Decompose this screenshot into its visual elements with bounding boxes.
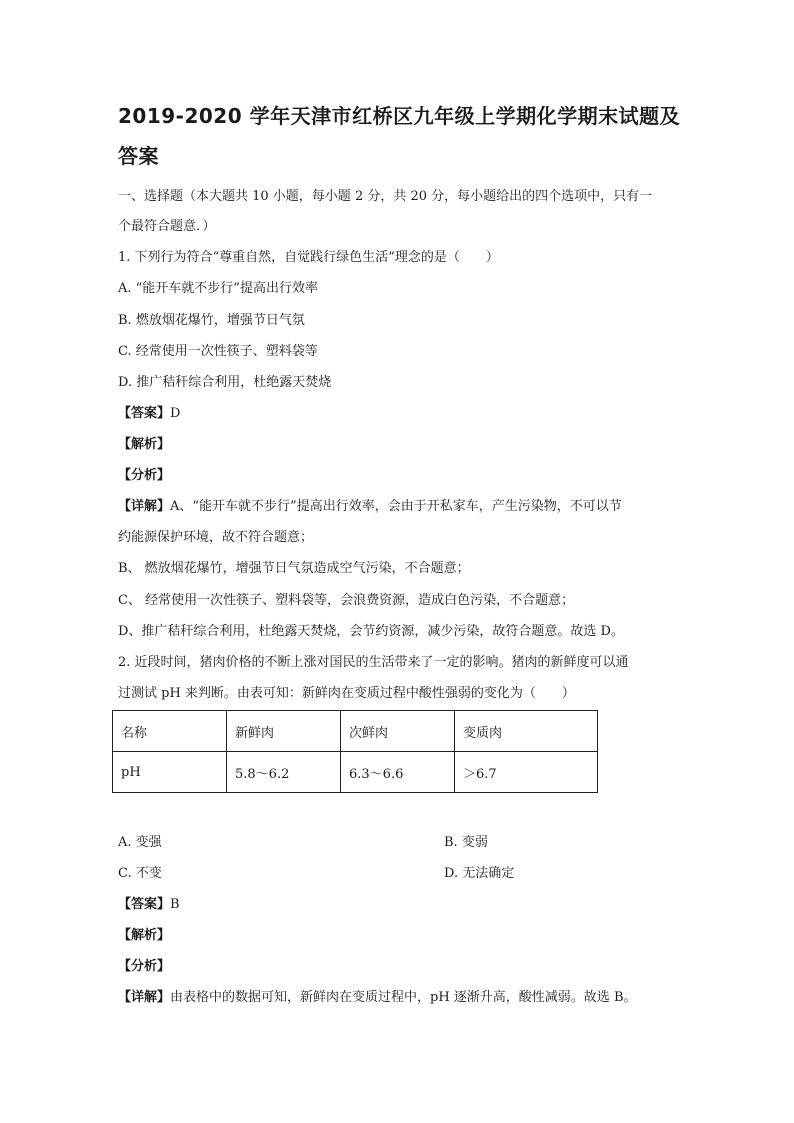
document-title [118,96,688,176]
q1-option-a: A. “能开车就不步行”提高出行效率 [118,281,318,296]
table-cell: 名称 [113,711,227,752]
q2-detail-text: 由表格中的数据可知，新鲜肉在变质过程中，pH 逐渐升高，酸性减弱。故选 B。 [170,990,637,1005]
q1-answer-tag: 【答案】 [118,406,171,421]
q1-stem: 1. 下列行为符合“尊重自然，自觉践行绿色生活”理念的是（ ） [118,250,499,265]
q2-stem-line-1: 2. 近段时间，猪肉价格的不断上涨对国民的生活带来了一定的影响。猪肉的新鲜度可以通 [118,655,629,670]
q1-analysis-tag: 【解析】 [118,437,171,452]
q2-answer-tag: 【答案】 [118,897,171,912]
q1-detail-tag: 【详解】 [118,499,171,514]
q1-detail-line-1 [118,497,622,517]
table-cell: 6.3～6.6 [341,752,455,793]
section-heading-line-1: 一、选择题（本大题共 10 小题，每小题 2 分，共 20 分，每小题给出的四个选项中，只有一 [118,189,653,204]
q1-detail-line-3: B、 燃放烟花爆竹，增强节日气氛造成空气污染，不合题意； [118,561,470,576]
table-cell: 次鲜肉 [341,711,455,752]
section-heading-line-2: 个最符合题意．） [118,219,216,234]
q2-fenxi-tag: 【分析】 [118,959,171,974]
q2-option-c: C. 不变 [118,866,162,881]
q1-detail-text-1: A、“能开车就不步行”提高出行效率，会由于开私家车，产生污染物，不可以节 [170,499,622,514]
q2-answer [118,895,180,915]
q1-detail-line-2: 约能源保护环境，故不符合题意； [118,530,314,545]
q1-answer-value: D [170,406,181,421]
q2-option-a: A. 变强 [118,835,162,850]
table-cell: 变质肉 [455,711,598,752]
q1-fenxi-tag: 【分析】 [118,468,171,483]
q1-option-b: B. 燃放烟花爆竹，增强节日气氛 [118,313,305,328]
q2-detail-line [118,988,637,1008]
ph-table [112,710,598,793]
q1-option-d: D. 推广秸秆综合利用，杜绝露天焚烧 [118,375,332,390]
title-line-2: 答案 [118,144,159,168]
q1-answer [118,404,180,424]
table-cell: 新鲜肉 [227,711,341,752]
q1-option-c: C. 经常使用一次性筷子、塑料袋等 [118,344,318,359]
table-cell: 5.8～6.2 [227,752,341,793]
q2-analysis-tag: 【解析】 [118,928,171,943]
q1-detail-line-4: C、 经常使用一次性筷子、塑料袋等，会浪费资源，造成白色污染，不合题意； [118,593,575,608]
q2-stem-line-2: 过测试 pH 来判断。由表可知：新鲜肉在变质过程中酸性强弱的变化为（ ） [118,686,575,701]
table-row [113,752,598,793]
table-cell: ＞6.7 [455,752,598,793]
q2-detail-tag: 【详解】 [118,990,171,1005]
q1-detail-line-5: D、推广秸秆综合利用，杜绝露天焚烧，会节约资源，减少污染，故符合题意。故选 D。 [118,624,624,639]
table-cell: pH [113,752,227,793]
q2-option-b: B. 变弱 [444,835,488,850]
q2-option-d: D. 无法确定 [444,866,515,881]
table-header-row [113,711,598,752]
title-line-1: 2019-2020 学年天津市红桥区九年级上学期化学期末试题及 [118,104,681,128]
q2-answer-value: B [170,897,180,912]
